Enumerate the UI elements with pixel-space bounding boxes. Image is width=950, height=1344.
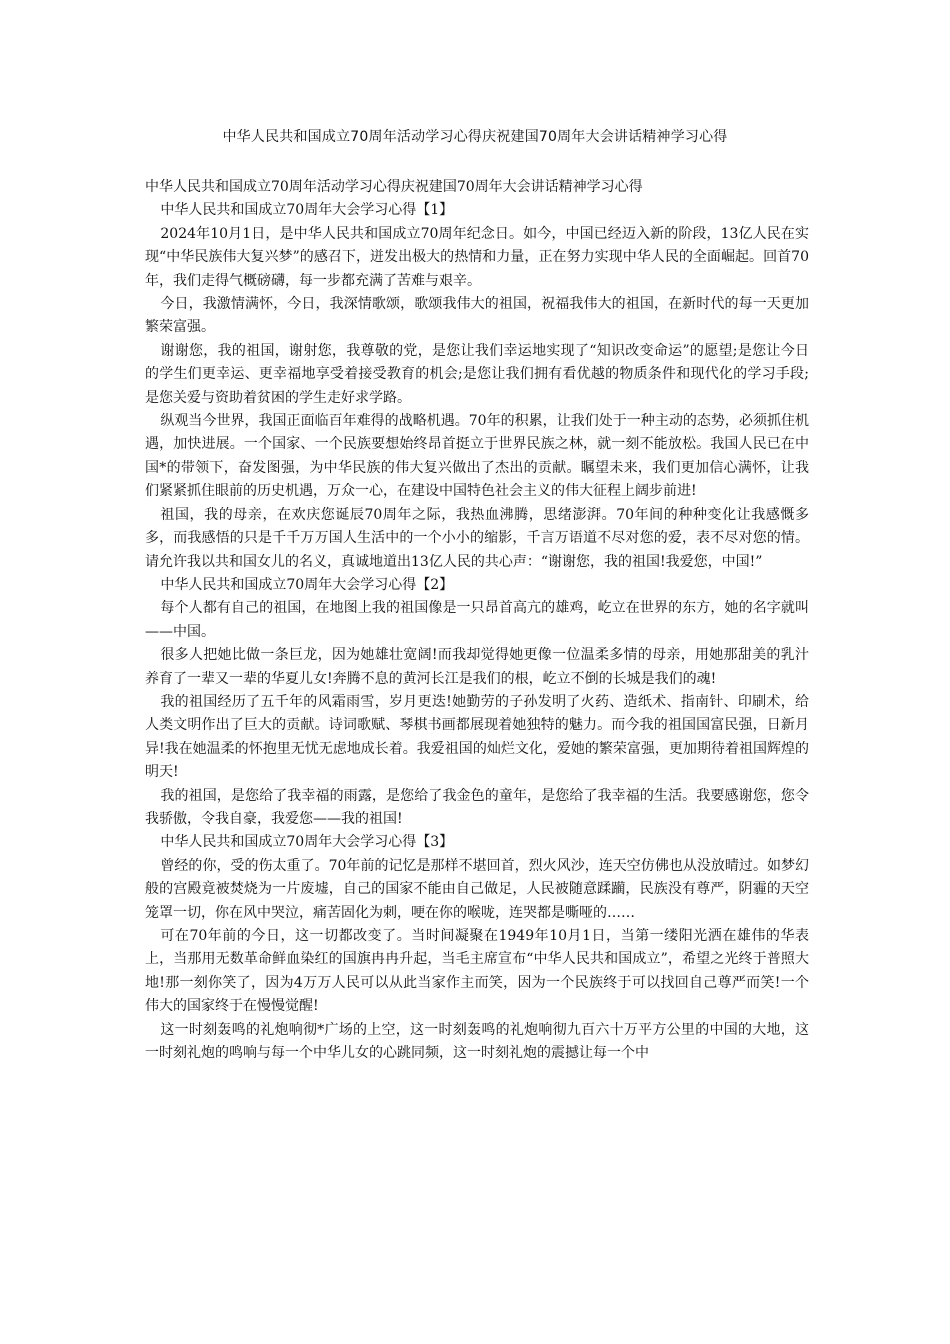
paragraph: 可在70年前的今日，这一切都改变了。当时间凝聚在1949年10月1日，当第一缕阳光洒在雄伟的华表上，当那用无数革命鲜血染红的国旗冉冉升起，当毛主席宣布“中华人民共和国成立”，希望之光终于普照大地!那一刻你笑了，因为4万万人民可以从此当家作主而笑，因为一个民族终于可以找回自己尊严而笑!一个伟大的国家终于在慢慢觉醒! (145, 928, 809, 1015)
section-heading-2: 中华人民共和国成立70周年大会学习心得【2】 (160, 576, 454, 593)
paragraph: 2024年10月1日，是中华人民共和国成立70周年纪念日。如今，中国已经迈入新的阶段，13亿人民在实现“中华民族伟大复兴梦”的感召下，迸发出极大的热情和力量，正在努力实现中华人民的全面崛起。回首70年，我们走得气概磅礴，每一步都充满了苦难与艰辛。 (145, 225, 809, 289)
document-body (145, 176, 809, 1065)
paragraph: 这一时刻轰鸣的礼炮响彻*广场的上空，这一时刻轰鸣的礼炮响彻九百六十万平方公里的中国的大地，这一时刻礼炮的鸣响与每一个中华儿女的心跳同频，这一时刻礼炮的震撼让每一个中 (145, 1021, 809, 1062)
section-heading-1: 中华人民共和国成立70周年大会学习心得【1】 (160, 202, 454, 219)
paragraph: 我的祖国经历了五千年的风霜雨雪，岁月更迭!她勤劳的子孙发明了火药、造纸术、指南针、印刷术，给人类文明作出了巨大的贡献。诗词歌赋、琴棋书画都展现着她独特的魅力。而今我的祖国国富民强，日新月异!我在她温柔的怀抱里无忧无虑地成长着。我爱祖国的灿烂文化，爱她的繁荣富强，更加期待着祖国辉煌的明天! (145, 693, 809, 781)
paragraph: 我的祖国，是您给了我幸福的雨露，是您给了我金色的童年，是您给了我幸福的生活。我要感谢您，您令我骄傲，令我自豪，我爱您——我的祖国! (145, 787, 809, 827)
article-heading: 中华人民共和国成立70周年活动学习心得庆祝建国70周年大会讲话精神学习心得 (145, 179, 643, 195)
page-title: 中华人民共和国成立70周年活动学习心得庆祝建国70周年大会讲话精神学习心得 (222, 129, 728, 145)
paragraph: 谢谢您，我的祖国，谢射您，我尊敬的党，是您让我们幸运地实现了“知识改变命运”的愿望;是您让今日的学生们更幸运、更幸福地享受着接受教育的机会;是您让我们拥有看优越的物质条件和现代化的学习手段;是您关爱与资助着贫困的学生走好求学路。 (145, 342, 809, 406)
paragraph: 今日，我激情满怀，今日，我深情歌颂，歌颂我伟大的祖国，祝福我伟大的祖国，在新时代的每一天更加繁荣富强。 (145, 296, 809, 336)
paragraph: 曾经的你，受的伤太重了。70年前的记忆是那样不堪回首，烈火风沙，连天空仿佛也从没放晴过。如梦幻般的宫殿竟被焚烧为一片废墟，自己的国家不能由自己做足，人民被随意蹂躏，民族没有尊严，阴霾的天空笼罩一切，你在风中哭泣，痛苦固化为刺，哽在你的喉咙，连哭都是嘶哑的…… (145, 857, 809, 921)
paragraph: 祖国，我的母亲，在欢庆您诞辰70周年之际，我热血沸腾，思绪澎湃。70年间的种种变化让我感慨多多，而我感悟的只是千千万万国人生活中的一个小小的缩影，千言万语道不尽对您的爱，表不尽对您的情。请允许我以共和国女儿的名义，真诚地道出13亿人民的共心声：“谢谢您，我的祖国!我爱您，中国!” (145, 506, 809, 570)
section-heading-3: 中华人民共和国成立70周年大会学习心得【3】 (160, 834, 454, 851)
paragraph: 很多人把她比做一条巨龙，因为她雄壮宽阔!而我却觉得她更像一位温柔多情的母亲，用她那甜美的乳汁养育了一辈又一辈的华夏儿女!奔腾不息的黄河长江是我们的根，屹立不倒的长城是我们的魂! (145, 647, 809, 687)
paragraph: 纵观当今世界，我国正面临百年难得的战略机遇。70年的积累，让我们处于一种主动的态势，必须抓住机遇，加快进展。一个国家、一个民族要想始终昂首挺立于世界民族之林，就一刻不能放松。我国人民已在中国*的带领下，奋发图强，为中华民族的伟大复兴做出了杰出的贡献。瞩望未来，我们更加信心满怀，让我们紧紧抓住眼前的历史机遇，万众一心，在建设中国特色社会主义的伟大征程上阔步前进! (145, 413, 809, 500)
paragraph: 每个人都有自己的祖国，在地图上我的祖国像是一只昂首高亢的雄鸡，屹立在世界的东方，她的名字就叫——中国。 (145, 600, 809, 640)
